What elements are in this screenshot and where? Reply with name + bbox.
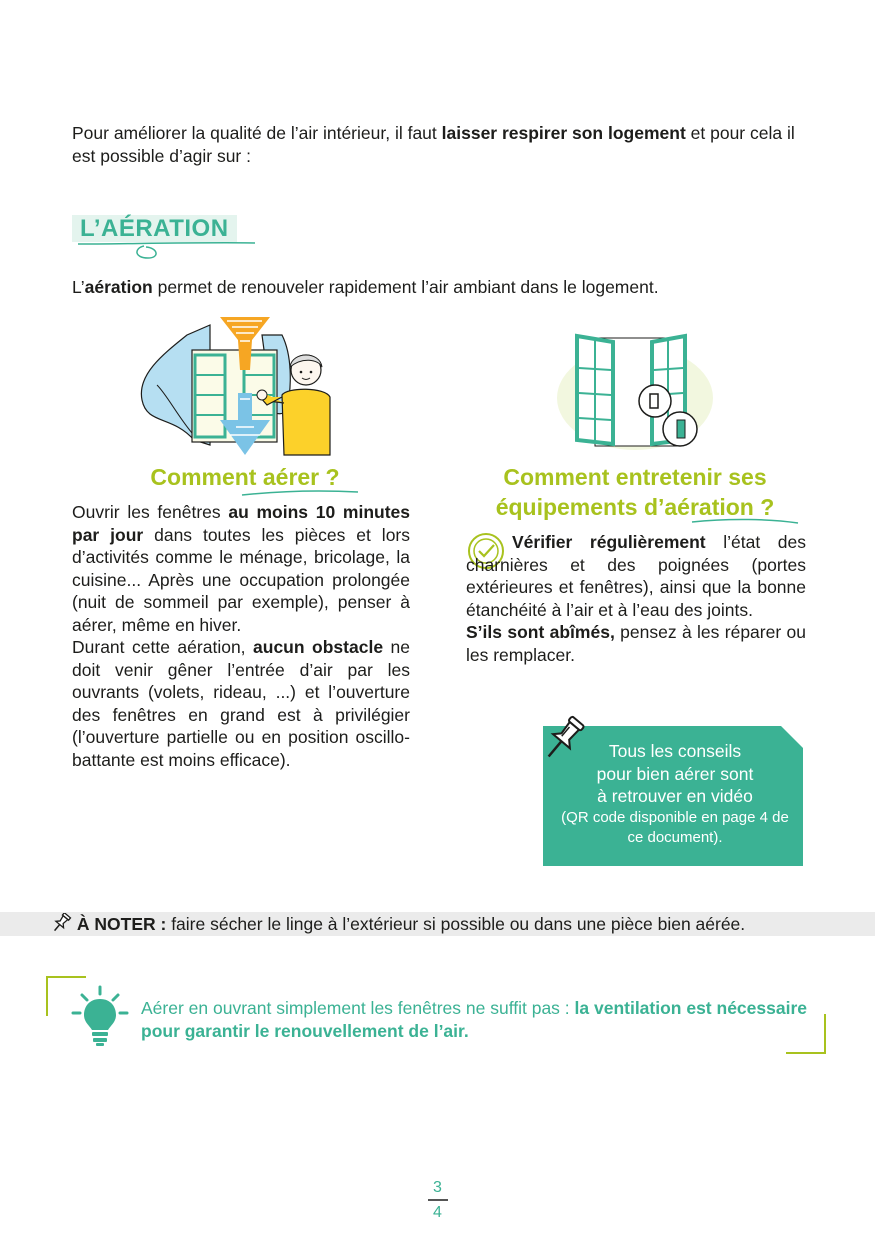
how-to-air-heading: Comment aérer ? xyxy=(150,464,340,490)
window-hinges-illustration xyxy=(555,328,715,453)
section-underline-decoration xyxy=(60,238,260,268)
heading-underline-decoration xyxy=(690,515,800,529)
ventilation-reminder: Aérer en ouvrant simplement les fenêtres ne suffit pas : la ventilation est nécessaire pour garantir le renouvellement de l’air. xyxy=(141,998,807,1041)
note-text: À NOTER : faire sécher le linge à l’extérieur si possible ou dans une pièce bien aérée. xyxy=(50,912,870,936)
video-tip-subtext: (QR code disponible en page 4 de ce document). xyxy=(561,808,789,846)
maintenance-paragraph-2: S’ils sont abîmés, pensez à les réparer ou les remplacer. xyxy=(466,622,806,665)
how-to-air-text xyxy=(72,501,410,771)
pushpin-icon xyxy=(538,713,586,765)
video-tip-line: à retrouver en vidéo xyxy=(597,786,753,806)
page-total: 4 xyxy=(433,1204,442,1221)
aeration-intro: L’aération permet de renouveler rapidement l’air ambiant dans le logement. xyxy=(72,277,659,297)
section-title: L’AÉRATION xyxy=(72,215,237,242)
maintenance-text xyxy=(466,531,806,666)
video-tip-line: pour bien aérer sont xyxy=(596,763,754,784)
page-number: 3 xyxy=(433,1179,442,1196)
page-number-divider xyxy=(428,1199,448,1201)
how-to-air-paragraph-1: Ouvrir les fenêtres au moins 10 minutes par jour dans toutes les pièces et lors d’activités comme le ménage, bricolage, la cuisine... Après une occupation prolongée (nuit de sommeil par exemple), penser à aérer, même en hiver. xyxy=(72,502,410,635)
window-airing-illustration xyxy=(132,315,337,460)
heading-underline-decoration xyxy=(240,486,360,500)
intro-paragraph: Pour améliorer la qualité de l’air intérieur, il faut laisser respirer son logement et pour cela il est possible d’agir sur : xyxy=(72,123,795,166)
pushpin-icon xyxy=(50,913,72,933)
video-tip-text xyxy=(555,740,795,848)
how-to-air-paragraph-2: Durant cette aération, aucun obstacle ne doit venir gêner l’entrée d’air par les ouvrants (volets, rideau, ...) et l’ouverture des fenêtres en grand est à privilégier (l’ouverture partielle ou en position oscillo-battante est moins efficace). xyxy=(72,637,411,770)
maintenance-paragraph-1: Vérifier régulièrement l’état des charnières et des poignées (portes extérieures et fenêtres), ainsi que la bonne étanchéité à l’air et à l’eau des joints. xyxy=(466,532,807,620)
maintenance-heading: Comment entretenir ses équipements d’aération ? xyxy=(495,464,775,520)
lightbulb-icon xyxy=(70,985,130,1047)
video-tip-line: Tous les conseils xyxy=(608,741,742,761)
